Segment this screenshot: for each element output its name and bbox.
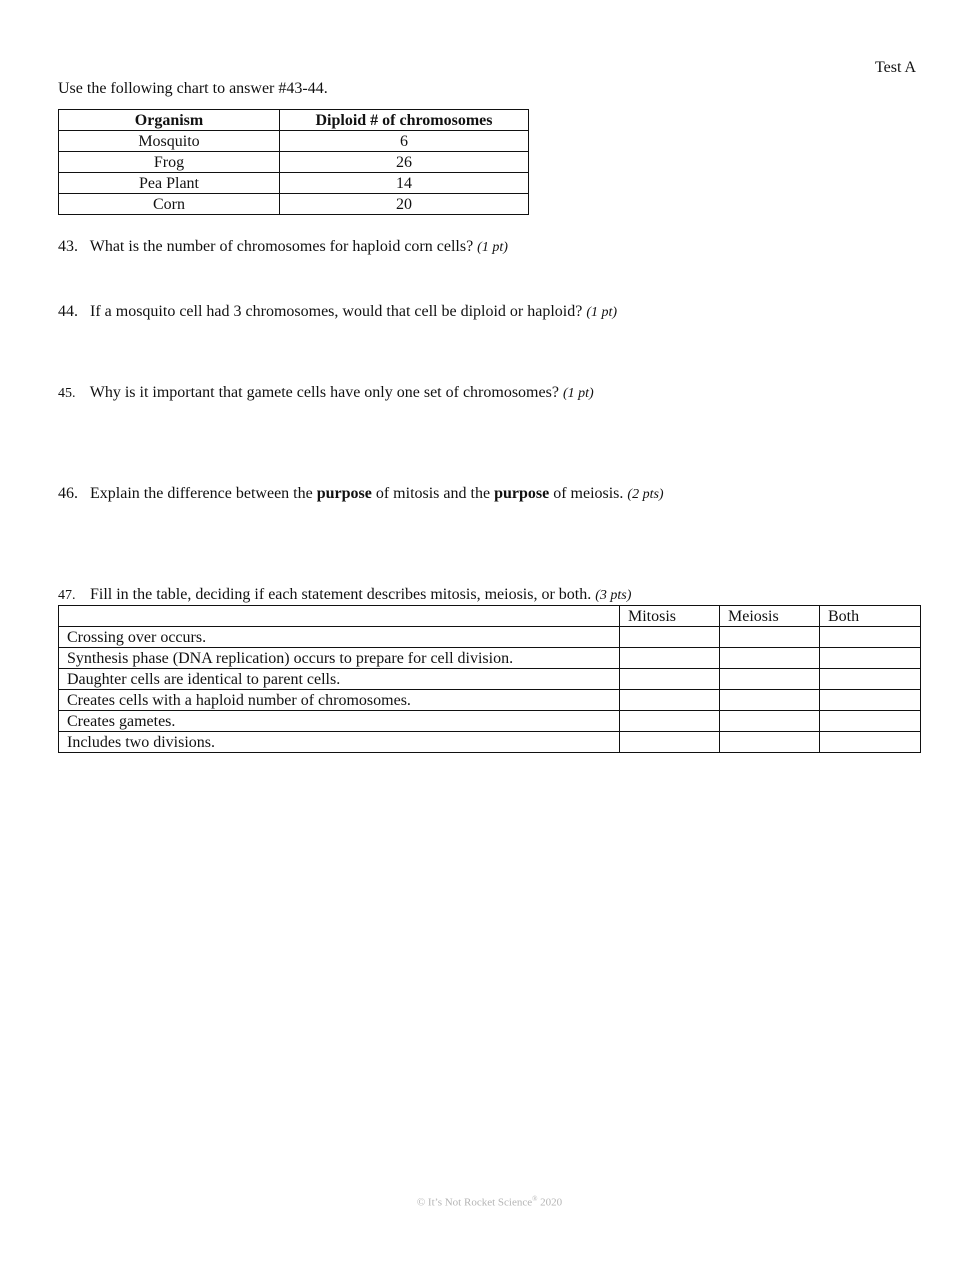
both-answer-cell[interactable] [820,690,921,711]
chart-header-diploid: Diploid # of chromosomes [280,110,529,131]
organism-cell: Pea Plant [59,173,280,194]
chart-row [59,131,529,152]
question-45 [58,384,594,402]
diploid-cell: 6 [280,131,529,152]
diploid-cell: 14 [280,173,529,194]
question-number: 43. [58,238,78,255]
question-points: (2 pts) [627,487,664,502]
registered-mark: ® [532,1195,538,1203]
both-answer-cell[interactable] [820,627,921,648]
both-answer-cell[interactable] [820,669,921,690]
question-46 [58,485,664,503]
mitosis-meiosis-table [58,605,921,753]
question-emphasis: purpose [316,485,372,502]
organism-cell: Frog [59,152,280,173]
meiosis-answer-cell[interactable] [720,732,820,753]
chart-row [59,152,529,173]
meiosis-answer-cell[interactable] [720,627,820,648]
question-47 [58,586,631,604]
question-number: 45. [58,386,76,401]
chart-intro-text: Use the following chart to answer #43-44. [58,80,328,97]
both-answer-cell[interactable] [820,648,921,669]
mm-header-both: Both [820,606,921,627]
question-emphasis: purpose [494,485,550,502]
question-text: Why is it important that gamete cells have only one set of chromosomes? [89,384,559,401]
mm-row [59,669,921,690]
mitosis-answer-cell[interactable] [620,732,720,753]
statement-cell: Synthesis phase (DNA replication) occurs to prepare for cell division. [59,648,620,669]
question-text-part: Explain the difference between the [90,485,313,502]
question-number: 44. [58,303,78,320]
question-text-part: of meiosis. [553,485,624,502]
meiosis-answer-cell[interactable] [720,648,820,669]
mm-row [59,648,921,669]
both-answer-cell[interactable] [820,711,921,732]
mm-header-meiosis: Meiosis [720,606,820,627]
question-44 [58,303,617,321]
diploid-cell: 26 [280,152,529,173]
question-text: What is the number of chromosomes for haploid corn cells? [89,238,474,255]
question-points: (3 pts) [595,588,632,603]
chart-row [59,194,529,215]
meiosis-answer-cell[interactable] [720,711,820,732]
meiosis-answer-cell[interactable] [720,690,820,711]
diploid-cell: 20 [280,194,529,215]
copyright-text: © It’s Not Rocket Science [416,1196,533,1209]
question-number: 46. [58,485,78,502]
mitosis-answer-cell[interactable] [620,627,720,648]
copyright-footer [0,1195,979,1209]
question-text-part: of mitosis and the [375,485,491,502]
chart-header-organism: Organism [59,110,280,131]
question-43 [58,238,508,256]
meiosis-answer-cell[interactable] [720,669,820,690]
mm-header-row [59,606,921,627]
both-answer-cell[interactable] [820,732,921,753]
statement-cell: Crossing over occurs. [59,627,620,648]
question-text: Fill in the table, deciding if each statement describes mitosis, meiosis, or both. [90,586,592,603]
mm-row [59,732,921,753]
chart-row [59,173,529,194]
chromosome-chart [58,109,529,215]
mitosis-answer-cell[interactable] [620,690,720,711]
organism-cell: Mosquito [59,131,280,152]
mm-header-blank [59,606,620,627]
copyright-year: 2020 [540,1196,563,1209]
question-points: (1 pt) [562,386,594,401]
question-points: (1 pt) [586,305,618,320]
question-number: 47. [58,588,76,603]
statement-cell: Includes two divisions. [59,732,620,753]
statement-cell: Creates cells with a haploid number of chromosomes. [59,690,620,711]
organism-cell: Corn [59,194,280,215]
mm-row [59,711,921,732]
statement-cell: Creates gametes. [59,711,620,732]
mm-header-mitosis: Mitosis [620,606,720,627]
mitosis-answer-cell[interactable] [620,711,720,732]
question-points: (1 pt) [477,240,508,255]
question-text: If a mosquito cell had 3 chromosomes, would that cell be diploid or haploid? [90,303,583,320]
mm-row [59,627,921,648]
test-version-label: Test A [875,59,917,76]
mitosis-answer-cell[interactable] [620,648,720,669]
mm-row [59,690,921,711]
chart-header-row [59,110,529,131]
statement-cell: Daughter cells are identical to parent cells. [59,669,620,690]
mitosis-answer-cell[interactable] [620,669,720,690]
